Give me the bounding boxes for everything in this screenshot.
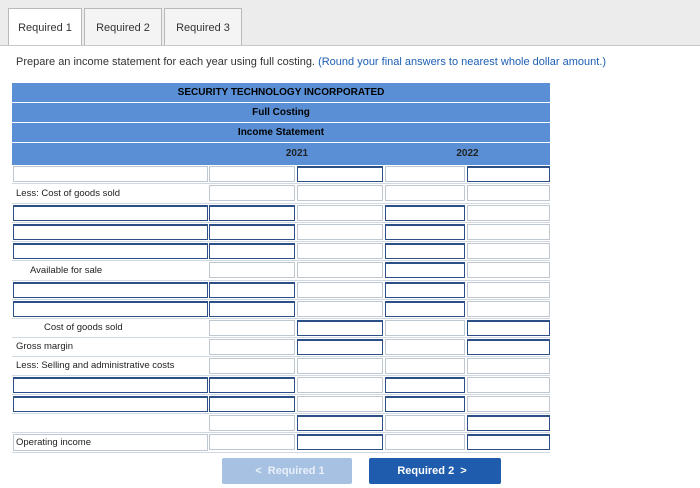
year-header-row (12, 143, 550, 165)
amount-cell (297, 396, 383, 412)
amount-cell (385, 320, 465, 336)
amount-cell (209, 339, 295, 355)
table-row (12, 281, 550, 300)
year-2022-header: 2022 (456, 148, 479, 159)
row-label (12, 414, 208, 432)
amount-cell (209, 358, 295, 374)
amount-cell (467, 243, 550, 259)
amount-input[interactable] (385, 262, 465, 278)
row-label (12, 300, 208, 318)
statement-title: Income Statement (12, 123, 550, 143)
instruction-text: Prepare an income statement for each year using full costing. (16, 56, 315, 68)
tab-required-1[interactable]: Required 1 (8, 8, 82, 46)
amount-input[interactable] (297, 320, 383, 336)
amount-cell (297, 185, 383, 201)
row-label: Cost of goods sold (44, 322, 123, 333)
amount-input[interactable] (467, 415, 550, 431)
amount-input[interactable] (209, 377, 295, 393)
amount-cell (209, 166, 295, 182)
amount-cell (209, 320, 295, 336)
amount-cell (297, 301, 383, 317)
amount-input[interactable] (385, 301, 465, 317)
amount-cell (385, 415, 465, 431)
table-row (12, 204, 550, 223)
amount-cell (209, 415, 295, 431)
amount-cell (385, 185, 465, 201)
amount-input[interactable] (385, 243, 465, 259)
amount-input[interactable] (209, 301, 295, 317)
amount-cell (209, 434, 295, 450)
rounding-note: (Round your final answers to nearest whole dollar amount.) (318, 56, 607, 68)
previous-button[interactable] (222, 458, 352, 484)
amount-cell (467, 358, 550, 374)
row-label (12, 395, 208, 413)
tab-required-2[interactable]: Required 2 (84, 8, 162, 46)
amount-input[interactable] (467, 434, 550, 450)
amount-input[interactable] (209, 243, 295, 259)
amount-cell (467, 377, 550, 393)
amount-input[interactable] (297, 166, 383, 182)
amount-input[interactable] (297, 434, 383, 450)
amount-cell (385, 358, 465, 374)
previous-button-label: Required 1 (267, 465, 325, 477)
table-row (12, 242, 550, 261)
amount-input[interactable] (467, 320, 550, 336)
row-label (12, 165, 208, 183)
amount-cell (297, 224, 383, 240)
table-row (12, 395, 550, 414)
tab-bar (8, 8, 244, 46)
amount-cell (385, 166, 465, 182)
amount-input[interactable] (467, 339, 550, 355)
amount-cell (467, 301, 550, 317)
next-button[interactable] (369, 458, 501, 484)
amount-cell (297, 377, 383, 393)
table-row (12, 414, 550, 433)
table-row (12, 338, 550, 357)
amount-cell (467, 185, 550, 201)
row-label: Less: Selling and administrative costs (16, 360, 175, 371)
table-row (12, 319, 550, 338)
chevron-left-icon: < (255, 465, 262, 477)
table-row (12, 261, 550, 281)
row-label (12, 376, 208, 394)
row-label: Less: Cost of goods sold (16, 188, 121, 199)
amount-input[interactable] (467, 166, 550, 182)
amount-input[interactable] (297, 339, 383, 355)
amount-cell (297, 358, 383, 374)
table-row (12, 433, 550, 453)
amount-cell (297, 243, 383, 259)
next-button-label: Required 2 (397, 465, 455, 477)
amount-input[interactable] (209, 224, 295, 240)
amount-cell (385, 434, 465, 450)
table-row (12, 223, 550, 242)
row-label: Available for sale (30, 265, 103, 276)
row-label (12, 242, 208, 260)
company-name: SECURITY TECHNOLOGY INCORPORATED (12, 83, 550, 103)
amount-input[interactable] (209, 396, 295, 412)
amount-cell (467, 262, 550, 278)
year-2021-header: 2021 (285, 148, 309, 159)
tab-required-3[interactable]: Required 3 (164, 8, 242, 46)
amount-input[interactable] (385, 282, 465, 298)
amount-cell (209, 185, 295, 201)
row-label: Operating income (16, 437, 91, 448)
amount-cell (297, 282, 383, 298)
amount-input[interactable] (209, 205, 295, 221)
amount-cell (209, 262, 295, 278)
table-row (12, 300, 550, 319)
amount-cell (467, 205, 550, 221)
row-label (12, 204, 208, 222)
amount-cell (467, 282, 550, 298)
amount-input[interactable] (297, 415, 383, 431)
row-label (12, 223, 208, 241)
amount-cell (467, 224, 550, 240)
costing-method: Full Costing (12, 103, 550, 123)
amount-cell (385, 339, 465, 355)
amount-input[interactable] (385, 377, 465, 393)
row-label (12, 281, 208, 299)
amount-input[interactable] (385, 396, 465, 412)
row-label: Gross margin (16, 341, 74, 352)
table-row (12, 184, 550, 204)
amount-input[interactable] (385, 205, 465, 221)
table-row (12, 357, 550, 376)
table-row (12, 165, 550, 184)
chevron-right-icon: > (460, 465, 467, 477)
amount-cell (297, 205, 383, 221)
amount-input[interactable] (385, 224, 465, 240)
table-row (12, 376, 550, 395)
amount-cell (297, 262, 383, 278)
amount-cell (467, 396, 550, 412)
amount-input[interactable] (209, 282, 295, 298)
instructions (16, 56, 606, 68)
